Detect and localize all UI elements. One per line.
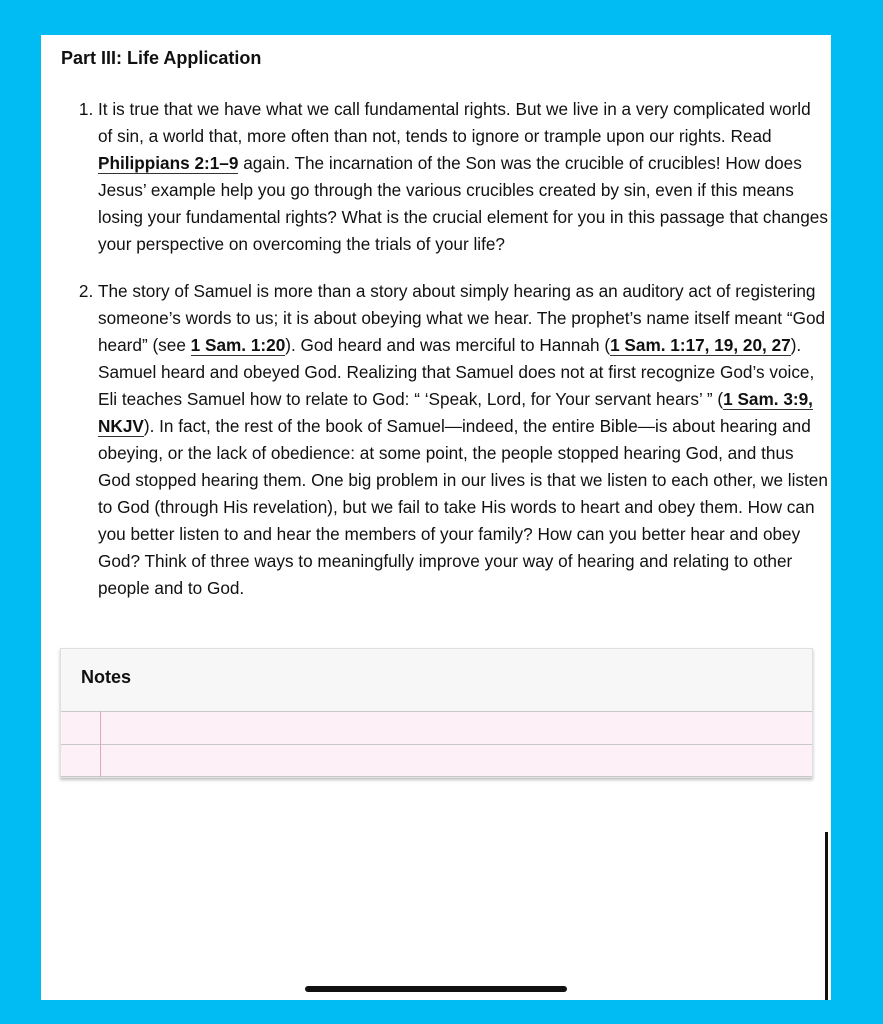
question-text: It is true that we have what we call fundamental rights. But we live in a very complicated world of sin, a world that, more often than not, tends to ignore or trample upon our rights. Read [98,99,811,146]
note-rule-line [61,776,812,777]
notes-input-area[interactable] [61,711,812,777]
scripture-link[interactable]: 1 Sam. 1:17, 19, 20, 27 [610,335,791,355]
note-rule-line [61,744,812,745]
scripture-link[interactable]: 1 Sam. 3:9, NKJV [98,389,813,436]
question-text: again. The incarnation of the Son was the crucible of crucibles! How does Jesus’ example help you go through the various crucibles created by sin, even if this means losing your fundamental rights? What is the crucial element for you in this passage that changes your perspective on overcoming the trials of your life? [98,153,828,254]
question-text: ). In fact, the rest of the book of Samuel—indeed, the entire Bible—is about hearing and obeying, or the lack of obedience: at some point, the people stopped hearing God, and thus God stopped hearing them. One big problem in our lives is that we listen to each other, we listen to God (through His revelation), but we fail to take His words to heart and obey them. How can you better listen to and hear the members of your family? How can you better hear and obey God? Think of three ways to meaningfully improve your way of hearing and relating to other people and to God. [98,416,828,598]
question-text: The story of Samuel is more than a story about simply hearing as an auditory act of registering someone’s words to us; it is about obeying what we hear. The prophet’s name itself meant “God heard” (see [98,281,826,355]
note-rule-line [61,711,812,712]
section-title: Part III: Life Application [61,48,262,68]
question-text: ). God heard and was merciful to Hannah ( [285,335,611,355]
question-text: ). Samuel heard and obeyed God. Realizing that Samuel does not at first recognize God’s voice, Eli teaches Samuel how to relate to God: “ ‘Speak, Lord, for Your servant hears’ ” ( [98,335,815,409]
scrollbar[interactable] [825,832,828,1000]
home-indicator[interactable] [305,986,567,992]
scripture-link[interactable]: Philippians 2:1–9 [98,153,239,173]
questions-list [61,96,828,622]
question-item [98,278,828,602]
question-item [98,96,828,258]
scripture-link[interactable]: 1 Sam. 1:20 [190,335,286,355]
notes-title: Notes [81,667,132,687]
reading-page [41,35,831,1000]
note-margin-line [100,711,101,777]
notes-card[interactable] [60,648,813,778]
